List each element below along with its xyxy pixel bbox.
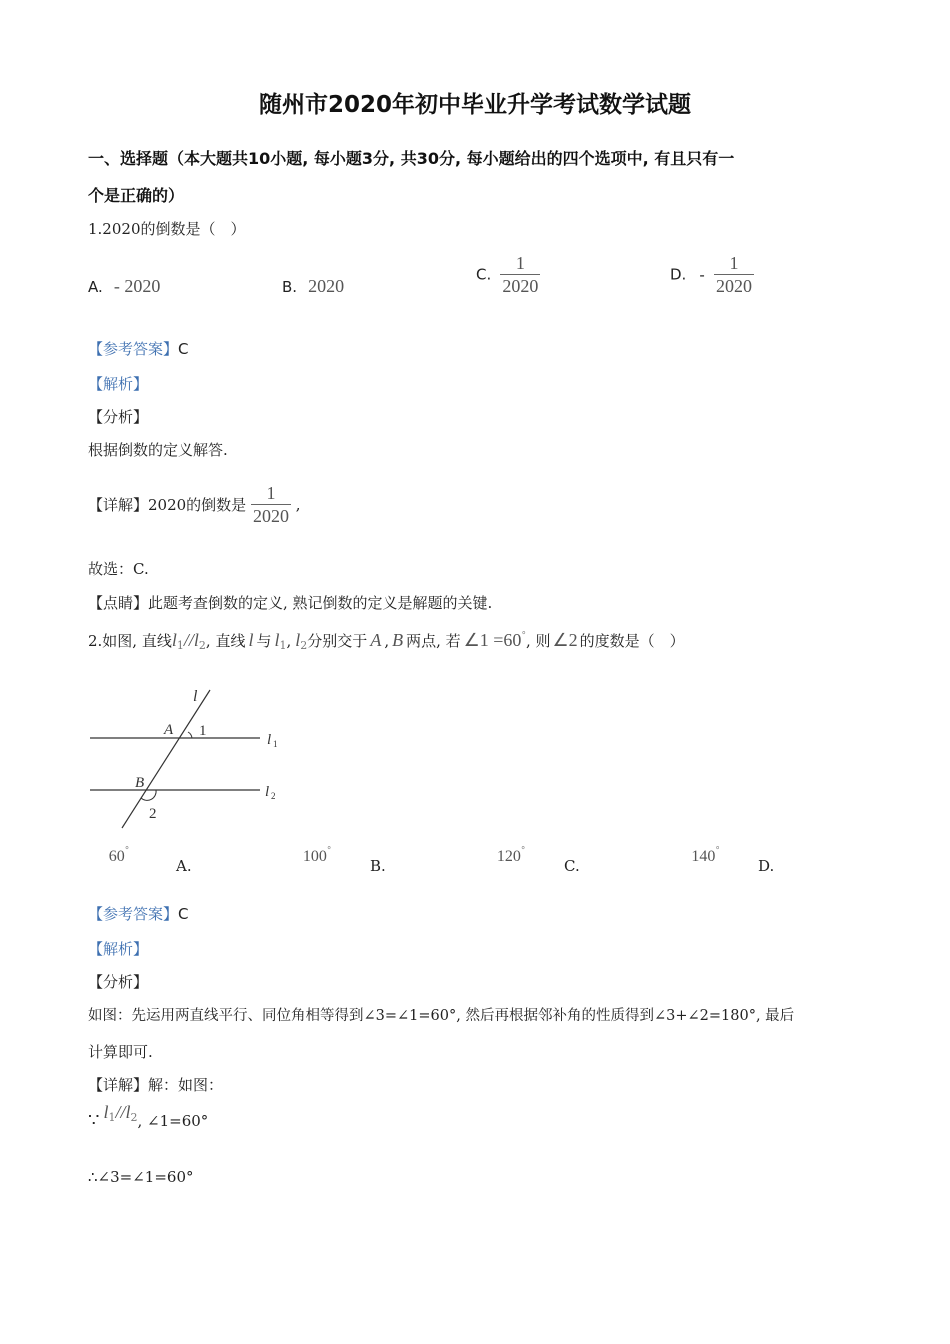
q2-fenxi-text-2: 计算即可. [88, 1043, 153, 1061]
q1-guxuan: 故选：C. [88, 560, 149, 578]
q2-option-a-value: 60 [108, 848, 125, 865]
q2-detail: 【详解】解：如图： [88, 1076, 224, 1094]
q1-option-d-fraction [714, 252, 754, 297]
q2-option-b-value: 100 [302, 848, 327, 865]
q2-option-a-label: A. [176, 857, 192, 875]
figure-label-A: A [164, 722, 174, 738]
q1-option-b-value: 2020 [308, 276, 345, 296]
q1-detail-numerator: 1 [251, 482, 291, 505]
q2-because-sub1: 1 [108, 1111, 116, 1124]
q2-stem-degree: ° [521, 631, 526, 641]
q2-stem-part6: , [384, 632, 390, 650]
figure-label-l1-sub: 1 [273, 739, 278, 749]
q1-answer-value: C [178, 340, 189, 358]
q2-option-a[interactable] [88, 846, 192, 875]
q2-stem-part4: , [286, 632, 292, 650]
q2-stem-part1: 2.如图, 直线 [88, 632, 172, 650]
q1-detail-prefix: 【详解】2020的倒数是 [88, 496, 247, 514]
q2-stem-part2: , 直线 [205, 632, 246, 650]
q2-stem-part5: 分别交于 [307, 632, 368, 650]
q2-stem-part3: 与 [256, 632, 272, 650]
q2-stem-l: l [248, 630, 254, 650]
q2-stem-part7: 两点, 若 [406, 632, 461, 650]
q2-because-rest: , ∠1=60° [137, 1112, 209, 1130]
q2-stem-sub1b: 1 [279, 639, 287, 652]
q2-option-d[interactable] [670, 846, 775, 875]
q2-because-symbol: ∵ [88, 1110, 100, 1131]
q1-answer-label: 【参考答案】 [88, 340, 179, 358]
q1-option-a-value: - 2020 [113, 276, 161, 296]
q2-answer-value: C [178, 905, 189, 923]
q2-stem-A: A [370, 630, 382, 650]
q1-option-c[interactable] [476, 252, 540, 297]
q2-stem-angle2: ∠2 [552, 630, 578, 650]
q1-fenxi-text: 根据倒数的定义解答. [88, 441, 228, 459]
q2-because-parallel: // [115, 1102, 126, 1122]
q2-stem-sub1: 1 [176, 639, 184, 652]
q2-fenxi-text-1: 如图：先运用两直线平行、同位角相等得到∠3=∠1=60°, 然后再根据邻补角的性质得到∠3+∠2=180°, 最后 [88, 1008, 795, 1024]
q2-option-c-label: C. [564, 857, 580, 875]
q2-option-c[interactable] [476, 846, 580, 875]
q2-jiexi: 【解析】 [88, 940, 149, 958]
figure-label-l2-sub: 2 [271, 791, 276, 801]
q1-option-a-label: A. [88, 278, 103, 296]
q1-option-c-fraction [500, 252, 540, 297]
q1-detail-fraction [251, 482, 291, 527]
section-heading-line1: 一、选择题（本大题共10小题, 每小题3分, 共30分, 每小题给出的四个选项中, 有且只有一 [88, 149, 735, 168]
q1-option-c-label: C. [476, 265, 492, 284]
q1-option-c-numerator: 1 [500, 252, 540, 275]
figure-line-l [122, 690, 210, 828]
q2-option-d-value: 140 [691, 848, 716, 865]
q2-stem-l1b: l [274, 630, 280, 650]
figure-label-l2: l [265, 784, 270, 800]
q2-option-b[interactable] [282, 846, 386, 875]
figure-label-1: 1 [199, 723, 207, 739]
q1-option-b[interactable] [282, 276, 344, 297]
q2-option-b-deg: ° [326, 846, 332, 856]
q1-detail-denominator: 2020 [252, 506, 289, 526]
q2-stem [88, 630, 685, 652]
page-title: 随州市2020年初中毕业升学考试数学试题 [258, 92, 691, 118]
q1-option-b-label: B. [282, 278, 298, 296]
q2-because-l1: l [103, 1102, 109, 1122]
q2-stem-angle1: ∠1 =60 [463, 630, 522, 650]
q2-stem-parallel: // [183, 630, 194, 650]
q1-detail-suffix: , [295, 495, 301, 514]
q2-stem-part9: 的度数是（ ） [579, 632, 685, 650]
q2-answer [88, 903, 189, 924]
q2-stem-l2b: l [295, 630, 301, 650]
q2-answer-label: 【参考答案】 [88, 905, 179, 923]
figure-angle1-arc [188, 732, 192, 738]
q2-fenxi: 【分析】 [88, 973, 149, 991]
figure-label-2: 2 [149, 806, 157, 822]
q2-stem-B: B [392, 630, 404, 650]
q2-option-d-label: D. [758, 857, 775, 875]
q1-dianjing: 【点睛】此题考查倒数的定义, 熟记倒数的定义是解题的关键. [88, 594, 493, 612]
q1-option-d-label: D. [670, 265, 687, 284]
q1-option-d-numerator: 1 [714, 252, 754, 275]
q2-option-c-deg: ° [520, 846, 526, 856]
q1-option-d-sign: - [699, 265, 705, 284]
q2-figure [80, 680, 300, 840]
q2-therefore: ∴∠3=∠1=60° [88, 1168, 194, 1186]
q1-fenxi: 【分析】 [88, 408, 149, 426]
q1-option-a[interactable] [88, 276, 160, 297]
q2-stem-sub2b: 2 [300, 639, 308, 652]
q2-option-c-value: 120 [496, 848, 521, 865]
q1-option-d[interactable] [670, 252, 754, 297]
q2-option-b-label: B. [370, 857, 386, 875]
q2-stem-sub2: 2 [198, 639, 206, 652]
figure-label-l1: l [267, 732, 272, 748]
q2-option-a-deg: ° [124, 846, 130, 856]
q1-option-c-denominator: 2020 [502, 276, 539, 296]
q2-stem-l2: l [193, 630, 199, 650]
q2-stem-part8: , 则 [525, 632, 551, 650]
q2-stem-l1: l [171, 630, 177, 650]
q1-jiexi: 【解析】 [88, 375, 149, 393]
figure-label-B: B [135, 775, 145, 791]
q1-stem: 1.2020的倒数是（ ） [88, 220, 246, 238]
q2-because [88, 1102, 209, 1132]
q1-option-d-denominator: 2020 [715, 276, 752, 296]
figure-label-l: l [193, 688, 198, 705]
q2-because-sub2: 2 [130, 1111, 138, 1124]
q2-because-l2: l [125, 1102, 131, 1122]
section-heading-line2: 个是正确的） [88, 186, 185, 205]
q1-detail [88, 482, 301, 527]
q2-option-d-deg: ° [715, 846, 720, 856]
q1-answer [88, 338, 189, 359]
